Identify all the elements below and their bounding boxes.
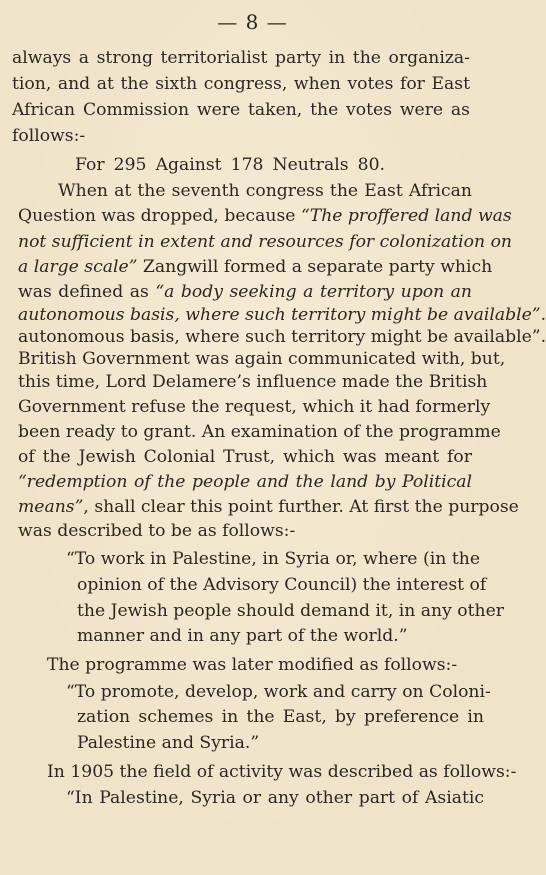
text-line-13: British Government was again communicated with, but,	[18, 349, 506, 369]
text-line-29: In 1905 the field of activity was described as follows:-	[47, 762, 517, 782]
quote-1-line-4: manner and in any part of the world.”	[77, 626, 408, 646]
text-line-7-plain: Question was dropped, because	[18, 206, 301, 226]
text-line-7-quote: “The proffered land was	[300, 206, 512, 226]
text-line-10	[18, 281, 472, 303]
text-line-9	[18, 256, 493, 278]
page-number: — 8 —	[217, 10, 288, 34]
text-line-10-quote: “a body seeking a territory upon an	[155, 282, 472, 302]
text-line-15: Government refuse the request, which it had formerly	[18, 397, 491, 417]
text-line-9-plain: Zangwill formed a separate party which	[137, 257, 493, 277]
text-line-19	[18, 496, 519, 518]
quote-1-line-3: the Jewish people should demand it, in any other	[77, 601, 504, 621]
quote-2-line-2: zation schemes in the East, by preference in	[77, 707, 484, 727]
text-line-3: African Commission were taken, the votes were as	[12, 100, 470, 120]
quote-2-line-3: Palestine and Syria.”	[77, 733, 260, 753]
quote-3-line-1: “In Palestine, Syria or any other part of Asiatic	[66, 788, 484, 808]
text-line-6: When at the seventh congress the East African	[58, 181, 472, 201]
text-line-19-plain: , shall clear this point further. At first the purpose	[83, 497, 519, 517]
text-line-9-quote: a large scale”	[18, 257, 138, 277]
text-line-11: autonomous basis, where such territory might be available”.	[18, 305, 546, 325]
text-line-4: follows:-	[12, 126, 86, 146]
text-line-20: was described to be as follows:-	[18, 521, 296, 541]
text-line-19-quote: means”	[18, 497, 84, 517]
text-line-1: always a strong territorialist party in the organiza-	[12, 48, 470, 68]
text-line-7	[18, 205, 512, 227]
text-line-10-plain: was defined as	[18, 282, 156, 302]
text-line-16: been ready to grant. An examination of the programme	[18, 422, 501, 442]
text-line-25: The programme was later modified as follows:-	[47, 655, 458, 675]
text-line-17: of the Jewish Colonial Trust, which was meant for	[18, 447, 472, 467]
text-line-8: not sufficient in extent and resources for colonization on	[18, 232, 512, 252]
quote-1-line-1: “To work in Palestine, in Syria or, where (in the	[66, 549, 480, 569]
text-line-2: tion, and at the sixth congress, when votes for East	[12, 74, 470, 94]
text-line-14: this time, Lord Delamere’s influence made the British	[18, 372, 488, 392]
quote-1-line-2: opinion of the Advisory Council) the interest of	[77, 575, 487, 595]
text-line-12: autonomous basis, where such territory might be available”.	[18, 327, 546, 347]
vote-tally-line: For 295 Against 178 Neutrals 80.	[75, 155, 385, 175]
quote-2-line-1: “To promote, develop, work and carry on Coloni-	[66, 682, 491, 702]
text-line-18: “redemption of the people and the land by Political	[18, 472, 472, 492]
